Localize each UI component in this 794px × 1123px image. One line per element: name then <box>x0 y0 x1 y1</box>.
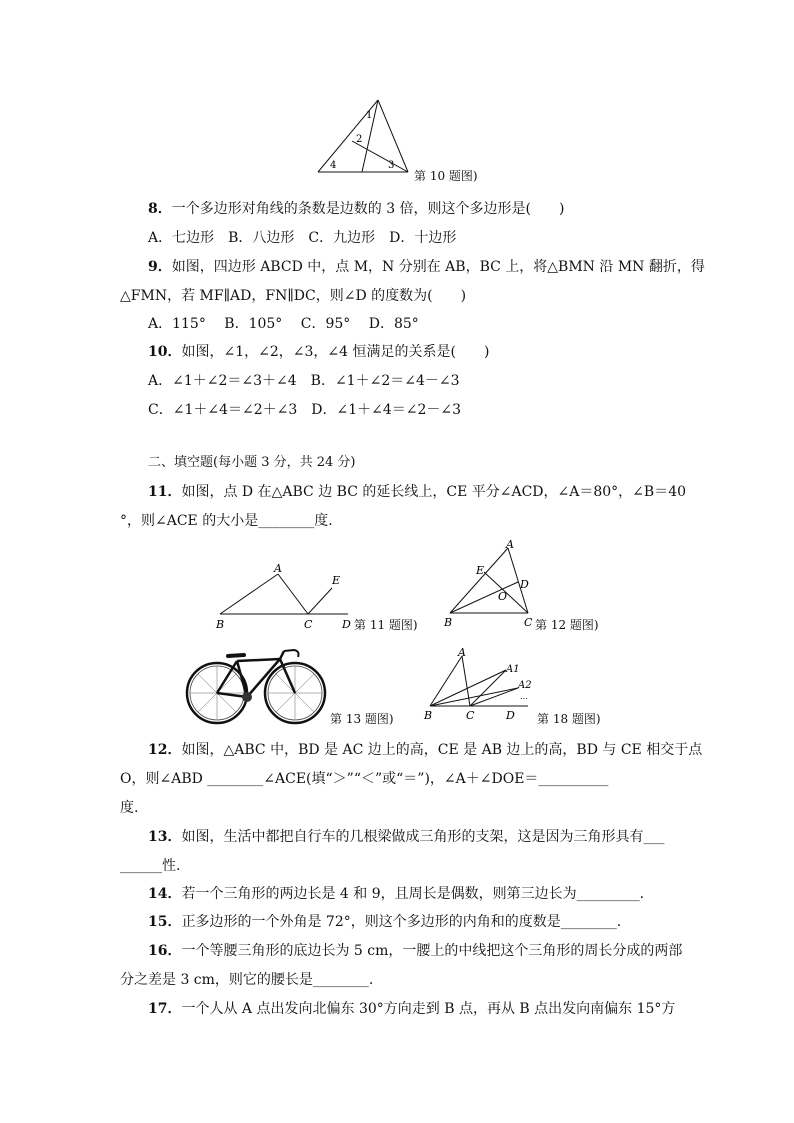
question-text-line1: 如图，四边形 ABCD 中，点 M，N 分别在 AB，BC 上，将△BMN 沿 MN 翻折，得 <box>171 259 705 275</box>
question-16 <box>148 941 683 961</box>
figure-12-diagram <box>440 540 540 630</box>
question-number: 14． <box>148 886 182 902</box>
label-c: C <box>524 616 533 629</box>
question-10-options-ab: A．∠1＋∠2＝∠3＋∠4 B．∠1＋∠2＝∠4－∠3 <box>148 373 460 389</box>
label-b: B <box>424 709 433 722</box>
label-e: E <box>332 574 341 587</box>
angle-label-4: 4 <box>330 160 337 171</box>
label-a: A <box>274 562 282 575</box>
question-14 <box>148 884 678 904</box>
question-number: 16． <box>148 943 182 959</box>
question-text: 如图，∠1，∠2，∠3，∠4 恒满足的关系是( ) <box>181 344 490 360</box>
question-13-line2: ______性. <box>120 858 181 874</box>
question-12-line3: 度. <box>120 800 139 816</box>
question-text-line1: 如图，△ABC 中，BD 是 AC 边上的高，CE 是 AB 边上的高，BD 与 CE 相交于点 <box>181 742 703 758</box>
figure-10-caption: 第 10 题图) <box>414 169 478 183</box>
question-number: 17． <box>148 1001 182 1017</box>
angle-label-1: 1 <box>366 110 373 121</box>
angle-label-2: 2 <box>356 134 363 145</box>
label-ellipsis: ... <box>520 692 528 701</box>
question-9-options: A．115° B．105° C．95° D．85° <box>148 316 419 332</box>
question-text-line1: 如图，生活中都把自行车的几根梁做成三角形的支架，这是因为三角形具有___ <box>181 829 665 845</box>
question-11 <box>148 482 687 502</box>
figure-18-diagram <box>418 648 536 723</box>
question-text-line1: 一个等腰三角形的底边长为 5 cm，一腰上的中线把这个三角形的周长分成的两部 <box>181 943 683 959</box>
figure-10-diagram <box>310 96 420 176</box>
label-o: O <box>498 590 508 603</box>
question-text: 一个多边形对角线的条数是边数的 3 倍，则这个多边形是( ) <box>171 201 565 217</box>
question-17 <box>148 999 678 1019</box>
label-d: D <box>520 578 529 591</box>
label-c: C <box>466 709 475 722</box>
question-8 <box>148 199 678 219</box>
question-number: 11． <box>148 484 182 500</box>
question-9-line2: △FMN，若 MF∥AD，FN∥DC，则∠D 的度数为( ) <box>120 288 467 304</box>
question-9 <box>148 257 705 277</box>
figure-13-bicycle <box>182 645 332 727</box>
figure-13-caption: 第 13 题图) <box>330 712 394 726</box>
label-c: C <box>304 618 313 630</box>
label-b: B <box>444 616 453 629</box>
section-heading: 二、填空题(每小题 3 分，共 24 分) <box>148 455 356 470</box>
question-10 <box>148 342 678 362</box>
question-text: 正多边形的一个外角是 72°，则这个多边形的内角和的度数是________. <box>181 914 622 930</box>
label-d: D <box>506 709 515 722</box>
label-a1: A1 <box>506 664 520 675</box>
question-number: 8． <box>148 201 172 217</box>
question-10-options-cd: C．∠1＋∠4＝∠2＋∠3 D．∠1＋∠4＝∠2－∠3 <box>148 402 462 418</box>
question-number: 10． <box>148 344 182 360</box>
question-11-line2: °，则∠ACE 的大小是________度. <box>120 513 333 529</box>
figure-18-caption: 第 18 题图) <box>537 712 601 726</box>
figure-12-caption: 第 12 题图) <box>535 618 599 632</box>
angle-label-3: 3 <box>388 160 395 171</box>
label-b: B <box>216 618 225 630</box>
question-16-line2: 分之差是 3 cm，则它的腰长是________. <box>120 972 374 988</box>
label-e: E <box>476 564 485 577</box>
question-12 <box>148 740 703 760</box>
question-13 <box>148 827 678 847</box>
question-text-line1: 如图，点 D 在△ABC 边 BC 的延长线上，CE 平分∠ACD，∠A＝80°，∠B＝40 <box>181 484 687 500</box>
label-a: A <box>458 648 466 659</box>
label-d: D <box>342 618 351 630</box>
figure-11-caption: 第 11 题图) <box>354 618 418 632</box>
question-text: 一个人从 A 点出发向北偏东 30°方向走到 B 点，再从 B 点出发向南偏东 15°方 <box>181 1001 676 1017</box>
question-12-line2: O，则∠ABD ________∠ACE(填“＞”“＜”或“＝”)，∠A＋∠DOE＝__________ <box>120 771 609 787</box>
figure-11-diagram <box>210 560 355 630</box>
label-a2: A2 <box>518 680 532 691</box>
question-15 <box>148 912 678 932</box>
question-number: 15． <box>148 914 182 930</box>
question-number: 13． <box>148 829 182 845</box>
question-number: 12． <box>148 742 182 758</box>
question-8-options: A．七边形 B．八边形 C．九边形 D．十边形 <box>148 230 457 246</box>
question-text: 若一个三角形的两边长是 4 和 9，且周长是偶数，则第三边长为_________. <box>181 886 645 902</box>
label-a: A <box>506 540 514 551</box>
question-number: 9． <box>148 259 172 275</box>
